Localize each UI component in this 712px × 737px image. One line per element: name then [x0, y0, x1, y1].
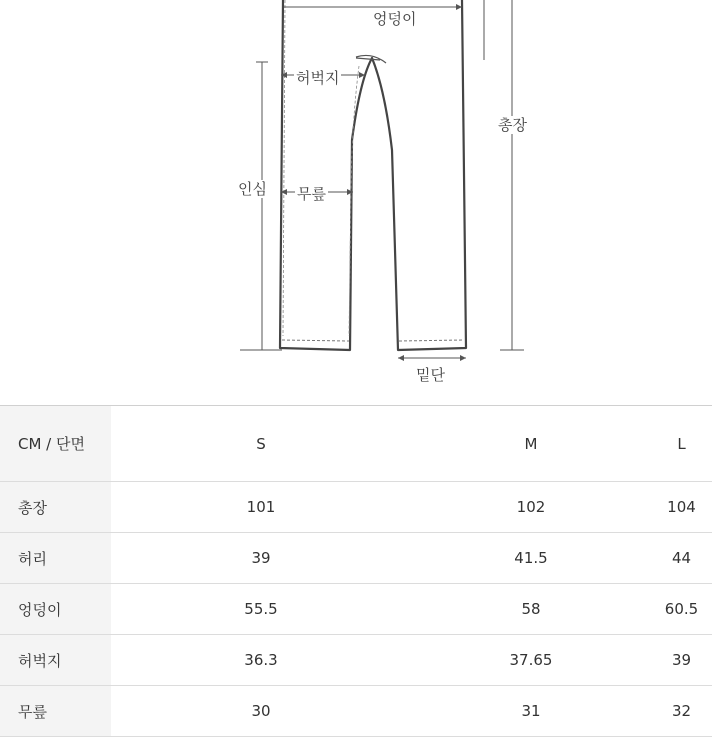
- knee-label: 무릎: [297, 185, 326, 203]
- value-m: 102: [411, 482, 651, 533]
- value-m: 37.65: [411, 635, 651, 686]
- table-row: [0, 482, 712, 533]
- value-m: 31: [411, 686, 651, 737]
- value-s: 55.5: [111, 584, 411, 635]
- table-row: [0, 686, 712, 737]
- hip-label: 엉덩이: [373, 10, 417, 28]
- hem-label: 밑단: [416, 366, 445, 384]
- size-header-s: S: [111, 406, 411, 482]
- row-label: 허벅지: [0, 635, 111, 686]
- value-s: 36.3: [111, 635, 411, 686]
- inseam-label: 인심: [238, 180, 267, 198]
- thigh-label: 허벅지: [296, 69, 340, 87]
- table-header-label: CM / 단면: [0, 406, 111, 482]
- total-length-label: 총장: [498, 116, 527, 134]
- value-s: 101: [111, 482, 411, 533]
- value-m: 41.5: [411, 533, 651, 584]
- size-table: [0, 405, 712, 737]
- value-l: 60.5: [651, 584, 712, 635]
- table-row: [0, 533, 712, 584]
- value-s: 30: [111, 686, 411, 737]
- table-header-row: [0, 406, 712, 482]
- value-l: 44: [651, 533, 712, 584]
- size-header-l: L: [651, 406, 712, 482]
- row-label: 무릎: [0, 686, 111, 737]
- value-s: 39: [111, 533, 411, 584]
- value-m: 58: [411, 584, 651, 635]
- value-l: 32: [651, 686, 712, 737]
- value-l: 104: [651, 482, 712, 533]
- size-header-m: M: [411, 406, 651, 482]
- row-label: 총장: [0, 482, 111, 533]
- table-row: [0, 635, 712, 686]
- row-label: 엉덩이: [0, 584, 111, 635]
- table-row: [0, 584, 712, 635]
- value-l: 39: [651, 635, 712, 686]
- row-label: 허리: [0, 533, 111, 584]
